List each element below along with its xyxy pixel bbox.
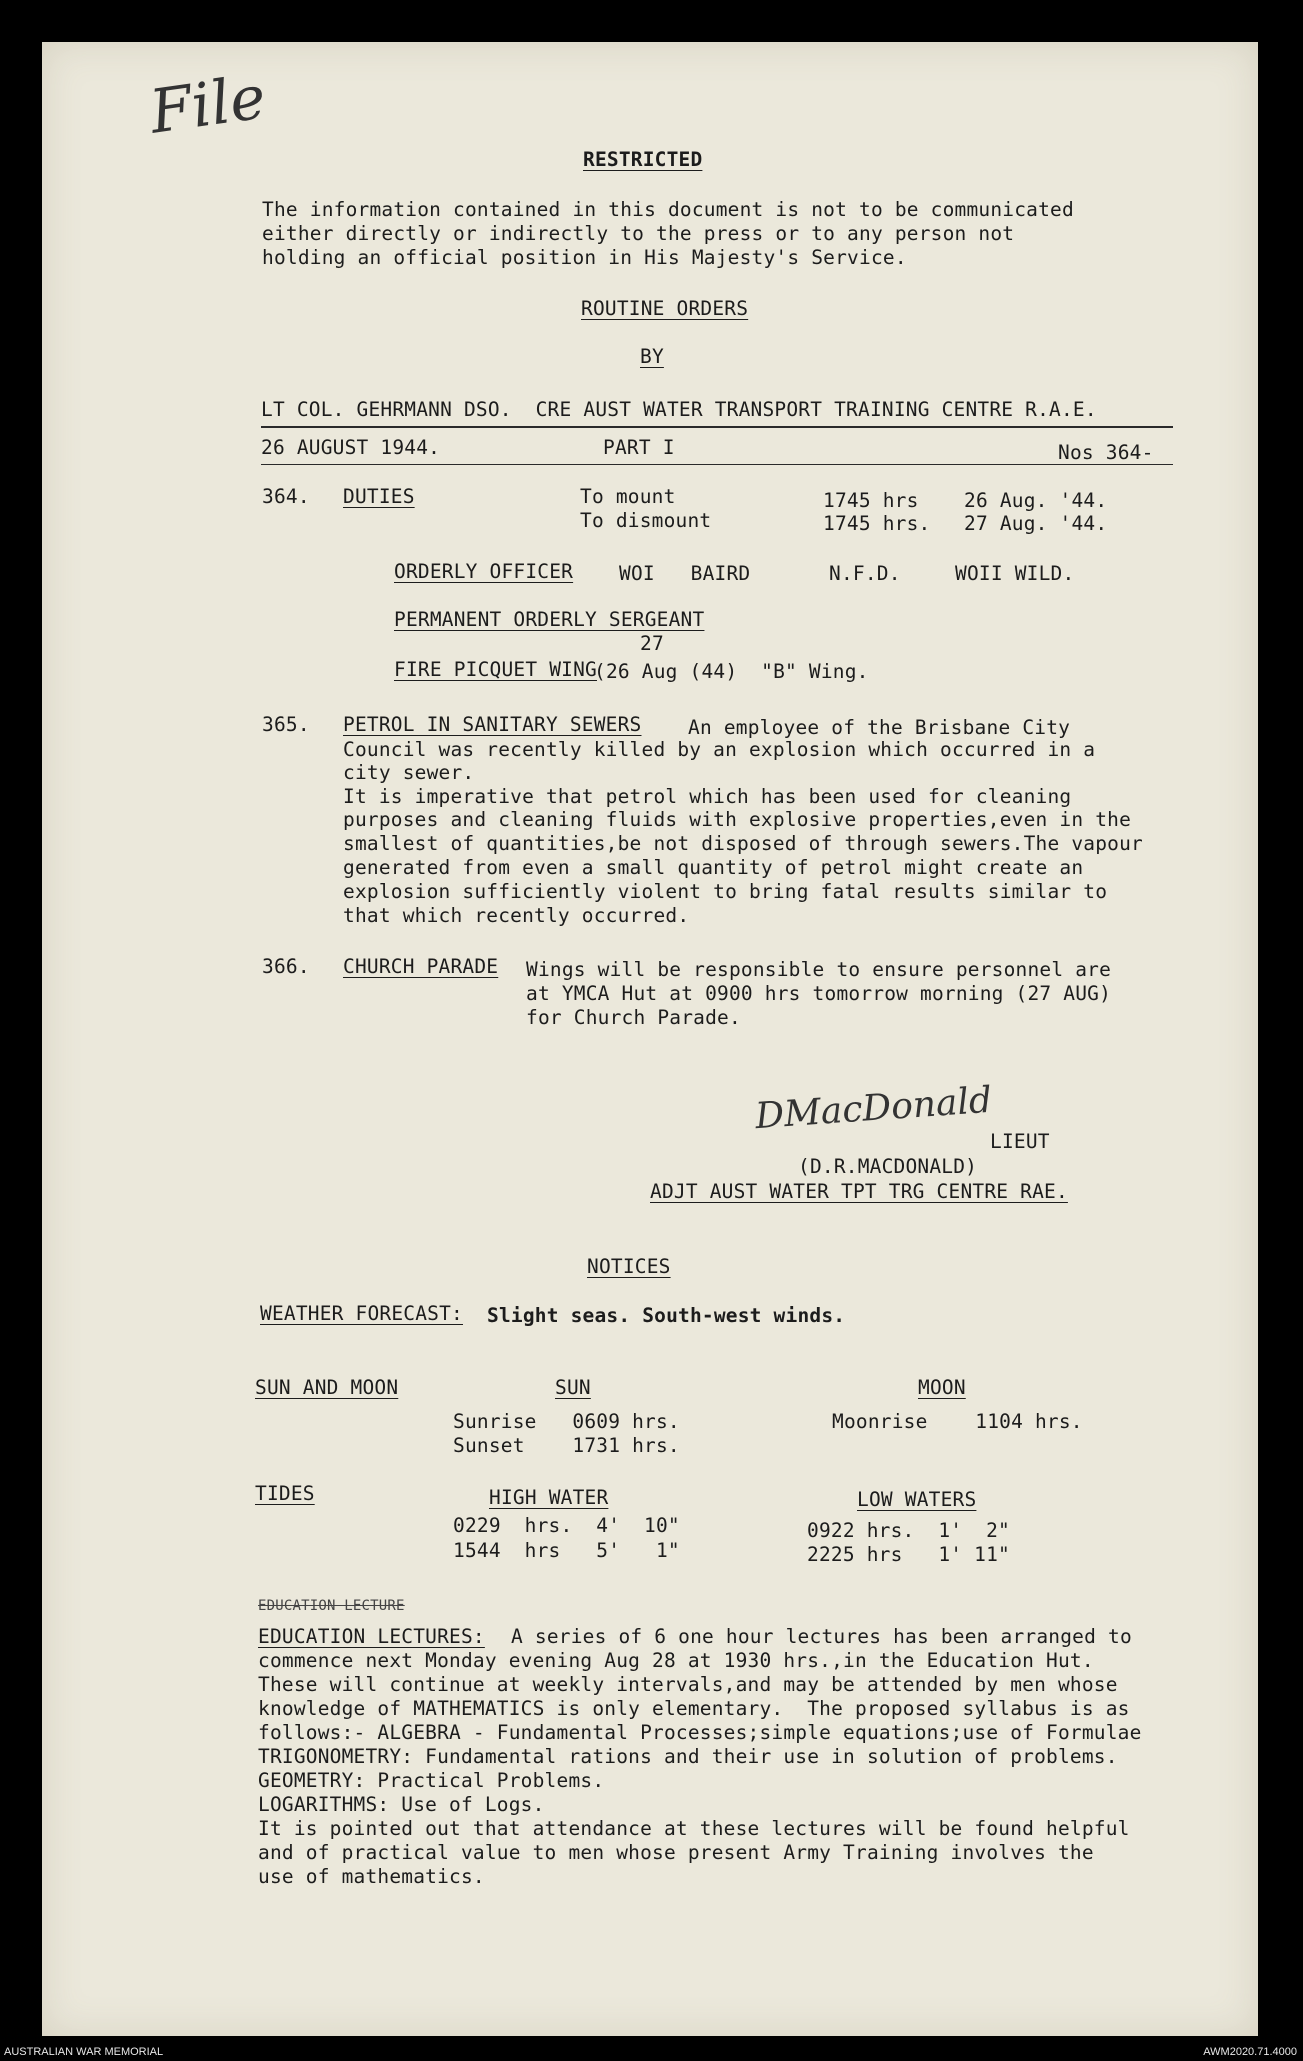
signatory-rank: LIEUT [990, 1130, 1050, 1153]
education-text-line: A series of 6 one hour lectures has been arranged to [511, 1625, 1132, 1648]
high-water-heading: HIGH WATER [489, 1486, 609, 1509]
order-text-line: for Church Parade. [526, 1006, 741, 1029]
orderly-sergeant-label: PERMANENT ORDERLY SERGEANT [394, 608, 705, 631]
fire-picquet-value: (26 Aug (44) "B" Wing. [594, 660, 869, 683]
order-heading: PETROL IN SANITARY SEWERS [343, 713, 642, 736]
order-numbers: Nos 364- [1058, 441, 1154, 464]
order-text-line: at YMCA Hut at 0900 hrs tomorrow morning (27 AUG) [526, 982, 1112, 1005]
mount-date: 26 Aug. '44. [964, 489, 1108, 512]
order-text-line: generated from even a small quantity of petrol might create an [343, 856, 1084, 879]
education-label: EDUCATION LECTURES: [258, 1625, 485, 1648]
tides-label: TIDES [255, 1482, 315, 1505]
education-text-line: use of mathematics. [258, 1865, 485, 1888]
order-text-line: city sewer. [343, 761, 475, 784]
education-text-line: knowledge of MATHEMATICS is only elementary. The proposed syllabus is as [258, 1697, 1130, 1720]
order-heading: DUTIES [343, 485, 415, 508]
order-number: 364. [262, 485, 310, 508]
order-date: 26 AUGUST 1944. [261, 436, 441, 459]
by-line: BY [640, 345, 664, 368]
handwritten-signature: DMacDonald [753, 1079, 994, 1138]
struck-out-heading: EDUCATION LECTURE [258, 1598, 405, 1614]
education-text-line: follows:- ALGEBRA - Fundamental Processes;simple equations;use of Formulae [258, 1721, 1142, 1744]
moon-heading: MOON [918, 1376, 966, 1399]
weather-value: Slight seas. South-west winds. [487, 1304, 846, 1327]
nfd-label: N.F.D. [829, 562, 901, 585]
nfd-value: WOII WILD. [955, 562, 1075, 585]
header-rule [261, 464, 1173, 465]
order-text-line: explosion sufficiently violent to bring fatal results similar to [343, 880, 1108, 903]
document-title: ROUTINE ORDERS [581, 297, 749, 320]
fire-picquet-label: FIRE PICQUET WING [394, 658, 597, 681]
order-text-line: It is imperative that petrol which has been used for cleaning [343, 785, 1072, 808]
moonrise-time: Moonrise 1104 hrs. [832, 1410, 1083, 1433]
classification-heading: RESTRICTED [583, 148, 703, 171]
restriction-notice-line: either directly or indirectly to the press or to any person not [262, 222, 1015, 245]
signatory-appointment: ADJT AUST WATER TPT TRG CENTRE RAE. [650, 1180, 1068, 1203]
dismount-date: 27 Aug. '44. [964, 512, 1108, 535]
order-number: 365. [262, 713, 310, 736]
sun-heading: SUN [555, 1376, 591, 1399]
order-text-line: purposes and cleaning fluids with explosive properties,even in the [343, 808, 1132, 831]
education-text-line: commence next Monday evening Aug 28 at 1930 hrs.,in the Education Hut. [258, 1649, 1094, 1672]
mount-label: To mount [580, 485, 676, 508]
dismount-label: To dismount [580, 509, 712, 532]
low-water-entry: 2225 hrs 1' 11" [807, 1543, 1010, 1566]
orderly-officer-label: ORDERLY OFFICER [394, 560, 574, 583]
education-text-line: and of practical value to men whose present Army Training involves the [258, 1841, 1094, 1864]
mount-time: 1745 hrs [823, 489, 919, 512]
header-rule [261, 426, 1173, 428]
high-water-entry: 1544 hrs 5' 1" [453, 1539, 680, 1562]
restriction-notice-line: holding an official position in His Majesty's Service. [262, 246, 907, 269]
order-number: 366. [262, 955, 310, 978]
sunrise-time: Sunrise 0609 hrs. [453, 1410, 680, 1433]
weather-label: WEATHER FORECAST: [260, 1302, 463, 1325]
order-text-line: smallest of quantities,be not disposed of through sewers.The vapour [343, 832, 1143, 855]
footer-source: AUSTRALIAN WAR MEMORIAL [4, 2046, 164, 2058]
low-water-entry: 0922 hrs. 1' 2" [807, 1519, 1010, 1542]
education-text-line: LOGARITHMS: Use of Logs. [258, 1793, 545, 1816]
education-text-line: It is pointed out that attendance at these lectures will be found helpful [258, 1817, 1130, 1840]
low-water-heading: LOW WATERS [857, 1488, 977, 1511]
dismount-time: 1745 hrs. [823, 512, 931, 535]
issuer-line: LT COL. GEHRMANN DSO. CRE AUST WATER TRANSPORT TRAINING CENTRE R.A.E. [261, 398, 1097, 421]
order-text-line: that which recently occurred. [343, 904, 690, 927]
sunset-time: Sunset 1731 hrs. [453, 1434, 680, 1457]
high-water-entry: 0229 hrs. 4' 10" [453, 1514, 680, 1537]
restriction-notice-line: The information contained in this document is not to be communicated [262, 198, 1074, 221]
education-text-line: TRIGONOMETRY: Fundamental rations and their use in solution of problems. [258, 1745, 1118, 1768]
signatory-name: (D.R.MACDONALD) [798, 1155, 978, 1178]
order-heading: CHURCH PARADE [343, 955, 499, 978]
sun-moon-label: SUN AND MOON [255, 1376, 399, 1399]
order-text-line: An employee of the Brisbane City [688, 716, 1071, 739]
order-text-line: Council was recently killed by an explosion which occurred in a [343, 738, 1096, 761]
footer-accession-number: AWM2020.71.4000 [1203, 2046, 1297, 2058]
order-text-line: Wings will be responsible to ensure personnel are [526, 958, 1112, 981]
education-text-line: These will continue at weekly intervals,and may be attended by men whose [258, 1673, 1118, 1696]
orderly-officer-value: WOI BAIRD [619, 562, 751, 585]
part-label: PART I [603, 436, 675, 459]
handwritten-file-note: File [145, 62, 270, 148]
education-text-line: GEOMETRY: Practical Problems. [258, 1769, 605, 1792]
picquet-date-correction: 27 [640, 632, 664, 655]
notices-heading: NOTICES [587, 1255, 671, 1278]
